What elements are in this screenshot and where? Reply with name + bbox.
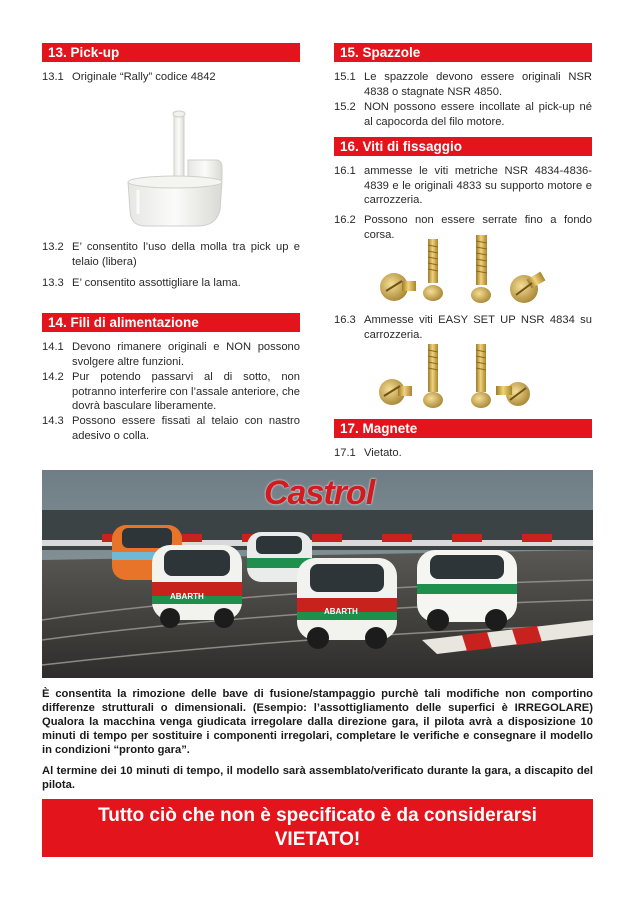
screws-image-2 bbox=[372, 342, 537, 412]
item-13-1 bbox=[42, 70, 300, 85]
item-number: 14.3 bbox=[42, 415, 64, 427]
regulation-note-2: Al termine dei 10 minuti di tempo, il modello sarà assemblato/verificato durante la gara, a discapito del pilota. bbox=[42, 765, 593, 791]
section-15-title: 15. Spazzole bbox=[340, 45, 421, 60]
item-text: Possono non essere serrate fino a fondo corsa. bbox=[364, 214, 592, 241]
section-17-title: 17. Magnete bbox=[340, 421, 418, 436]
item-13-2 bbox=[42, 240, 300, 269]
abarth-label-2: ABARTH bbox=[324, 607, 358, 616]
item-text: Possono essere fissati al telaio con nastro adesivo o colla. bbox=[72, 415, 300, 442]
item-16-1 bbox=[334, 164, 592, 208]
item-17-1 bbox=[334, 446, 592, 461]
item-number: 15.2 bbox=[334, 101, 356, 113]
item-number: 15.1 bbox=[334, 71, 356, 83]
item-text: ammesse le viti metriche NSR 4834-4836-4839 e le originali 4833 su supporto motore e carrozzeria. bbox=[364, 165, 592, 206]
item-15-2 bbox=[334, 100, 592, 129]
item-14-1 bbox=[42, 340, 300, 369]
item-number: 16.1 bbox=[334, 165, 356, 177]
item-number: 16.2 bbox=[334, 214, 356, 226]
regulation-note-1: È consentita la rimozione delle bave di fusione/stampaggio purchè tali modifiche non comportino differenze strutturali o dimensionali. (Esempio: l’assottigliamento delle superfici è IRREGOLARE) Qualora la macchina venga giudicata irregolare dalla direzione gara, il pilota avrà a disposizione 10 minuti di tempo per sostituire i componenti irregolari, completare le verifiche e consegnare il modello in condizioni “pronto gara”. bbox=[42, 688, 593, 756]
item-number: 14.1 bbox=[42, 341, 64, 353]
item-14-2 bbox=[42, 370, 300, 414]
section-13-title: 13. Pick-up bbox=[48, 45, 120, 60]
item-number: 16.3 bbox=[334, 314, 356, 326]
screws-image-1 bbox=[372, 235, 562, 307]
item-text: Pur potendo passarvi al di sotto, non potranno interferire con l’assale anteriore, che dovrà basculare liberamente. bbox=[72, 371, 300, 412]
section-15-header bbox=[334, 43, 592, 62]
item-text: Originale “Rally” codice 4842 bbox=[72, 71, 216, 83]
item-text: Devono rimanere originali e NON possono svolgere altre funzioni. bbox=[72, 341, 300, 368]
item-number: 13.1 bbox=[42, 71, 64, 83]
item-number: 13.3 bbox=[42, 277, 64, 289]
pickup-image bbox=[118, 110, 238, 235]
item-number: 13.2 bbox=[42, 241, 64, 253]
item-16-3 bbox=[334, 313, 592, 342]
section-14-header bbox=[42, 313, 300, 332]
item-text: E’ consentito assottigliare la lama. bbox=[72, 277, 241, 289]
item-number: 17.1 bbox=[334, 447, 356, 459]
item-text: Le spazzole devono essere originali NSR 4838 o stagnate NSR 4850. bbox=[364, 71, 592, 98]
item-text: E’ consentito l’uso della molla tra pick up e telaio (libera) bbox=[72, 241, 300, 268]
abarth-label-1: ABARTH bbox=[170, 592, 204, 601]
item-text: Vietato. bbox=[364, 447, 402, 459]
section-14-title: 14. Fili di alimentazione bbox=[48, 315, 199, 330]
banner-line-1: Tutto ciò che non è specificato è da considerarsi bbox=[98, 805, 537, 826]
banner-line-2: VIETATO! bbox=[274, 829, 361, 850]
section-13-header bbox=[42, 43, 300, 62]
item-number: 14.2 bbox=[42, 371, 64, 383]
section-17-header bbox=[334, 419, 592, 438]
item-13-3 bbox=[42, 276, 300, 291]
race-photo bbox=[42, 470, 593, 678]
item-text: NON possono essere incollate al pick-up né al capocorda del filo motore. bbox=[364, 101, 592, 128]
forbidden-banner bbox=[42, 799, 593, 857]
castrol-sign: Castrol bbox=[264, 474, 375, 512]
item-text: Ammesse viti EASY SET UP NSR 4834 su carrozzeria. bbox=[364, 314, 592, 341]
item-14-3 bbox=[42, 414, 300, 443]
item-15-1 bbox=[334, 70, 592, 99]
section-16-header bbox=[334, 137, 592, 156]
section-16-title: 16. Viti di fissaggio bbox=[340, 139, 463, 154]
